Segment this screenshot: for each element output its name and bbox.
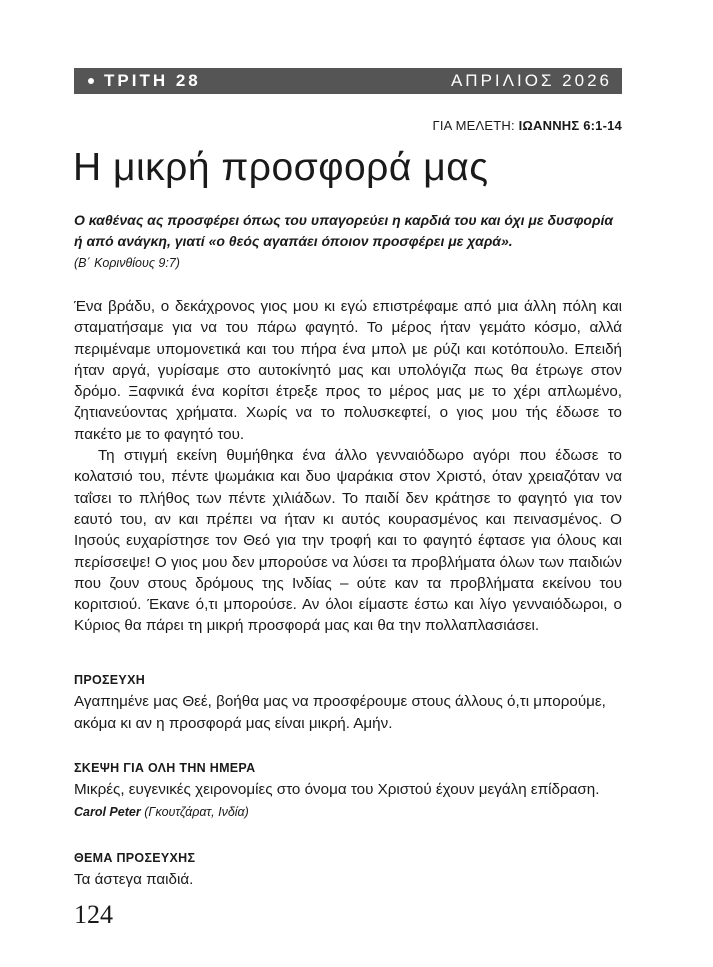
day-label-group	[88, 71, 201, 91]
prayer-topic-text: Τα άστεγα παιδιά.	[74, 871, 194, 888]
date-header-bar	[74, 68, 622, 94]
study-reference	[432, 118, 622, 133]
devotional-body	[74, 296, 622, 637]
author-name: Carol Peter	[74, 805, 141, 819]
bullet-icon	[88, 78, 94, 84]
key-verse-reference: (Β΄ Κορινθίους 9:7)	[74, 256, 180, 270]
key-verse: Ο καθένας ας προσφέρει όπως του υπαγορεύει η καρδιά του και όχι με δυσφορία ή από ανάγκη, γιατί «ο θεός αγαπάει όποιον προσφέρει με χαρά».	[74, 212, 614, 249]
page-title: Η μικρή προσφορά μας	[73, 146, 489, 189]
day-label: ΤΡΙΤΗ 28	[104, 71, 201, 90]
study-label: ΓΙΑ ΜΕΛΕΤΗ:	[432, 118, 515, 133]
author-location: (Γκουτζάρατ, Ινδία)	[144, 805, 249, 819]
body-paragraph-2: Τη στιγμή εκείνη θυμήθηκα ένα άλλο γενναιόδωρο αγόρι που έδωσε το κολατσιό του, πέντε ψωμάκια και δυο ψαράκια στον Χριστό, όταν χρειαζόταν να ταΐσει το πλήθος των πέντε χιλιάδων. Το παιδί δεν κράτησε το φαγητό για τον εαυτό του, αν και πρέπει να ήταν κι αυτός κουρασμένος και πεινασμένος. Ο Ιησούς ευχαρίστησε τον Θεό για την τροφή και το φαγητό έφτασε για όλους και περίσσεψε! Ο γιος μου δεν μπορούσε να λύσει τα προβλήματα όλων των παιδιών που ζουν στους δρόμους της Ινδίας – ούτε καν τα προβλήματα εκείνου του κοριτσιού. Έκανε ό,τι μπορούσε. Αν όλοι είμαστε έστω και λίγο γενναιόδωροι, ο Κύριος θα πάρει τη μικρή προσφορά μας και θα την πολλαπλασιάσει.	[74, 447, 622, 635]
month-year-label: ΑΠΡΙΛΙΟΣ 2026	[450, 71, 612, 90]
study-passage: ΙΩΑΝΝΗΣ 6:1-14	[518, 118, 622, 133]
page-number: 124	[74, 900, 113, 929]
author-credit	[74, 805, 249, 819]
body-paragraph-1: Ένα βράδυ, ο δεκάχρονος γιος μου κι εγώ επιστρέφαμε από μια άλλη πόλη και σταματήσαμε για να του πάρω φαγητό. Το μέρος ήταν γεμάτο κόσμο, αλλά περιμέναμε υπομονετικά και του πήρα ένα μπολ με ρύζι και κοτόπουλο. Επειδή ήταν αργά, γυρίσαμε στο αυτοκίνητό μας και υπολόγιζα πως θα έτρωγε στον δρόμο. Ξαφνικά ένα κορίτσι έτρεξε προς το μέρος μας με το χέρι απλωμένο, ζητιανεύοντας χρήματα. Χωρίς να το πολυσκεφτεί, ο γιος μου τής έδωσε το πακέτο με το φαγητό του.	[74, 298, 622, 443]
prayer-text: Αγαπημένε μας Θεέ, βοήθα μας να προσφέρουμε στους άλλους ό,τι μπορούμε, ακόμα κι αν η προσφορά μας είναι μικρή. Αμήν.	[74, 693, 606, 732]
thought-label: ΣΚΕΨΗ ΓΙΑ ΟΛΗ ΤΗΝ ΗΜΕΡΑ	[74, 761, 256, 775]
thought-text: Μικρές, ευγενικές χειρονομίες στο όνομα του Χριστού έχουν μεγάλη επίδραση.	[74, 781, 600, 798]
prayer-label: ΠΡΟΣΕΥΧΗ	[74, 673, 146, 687]
prayer-topic-label: ΘΕΜΑ ΠΡΟΣΕΥΧΗΣ	[74, 851, 196, 865]
